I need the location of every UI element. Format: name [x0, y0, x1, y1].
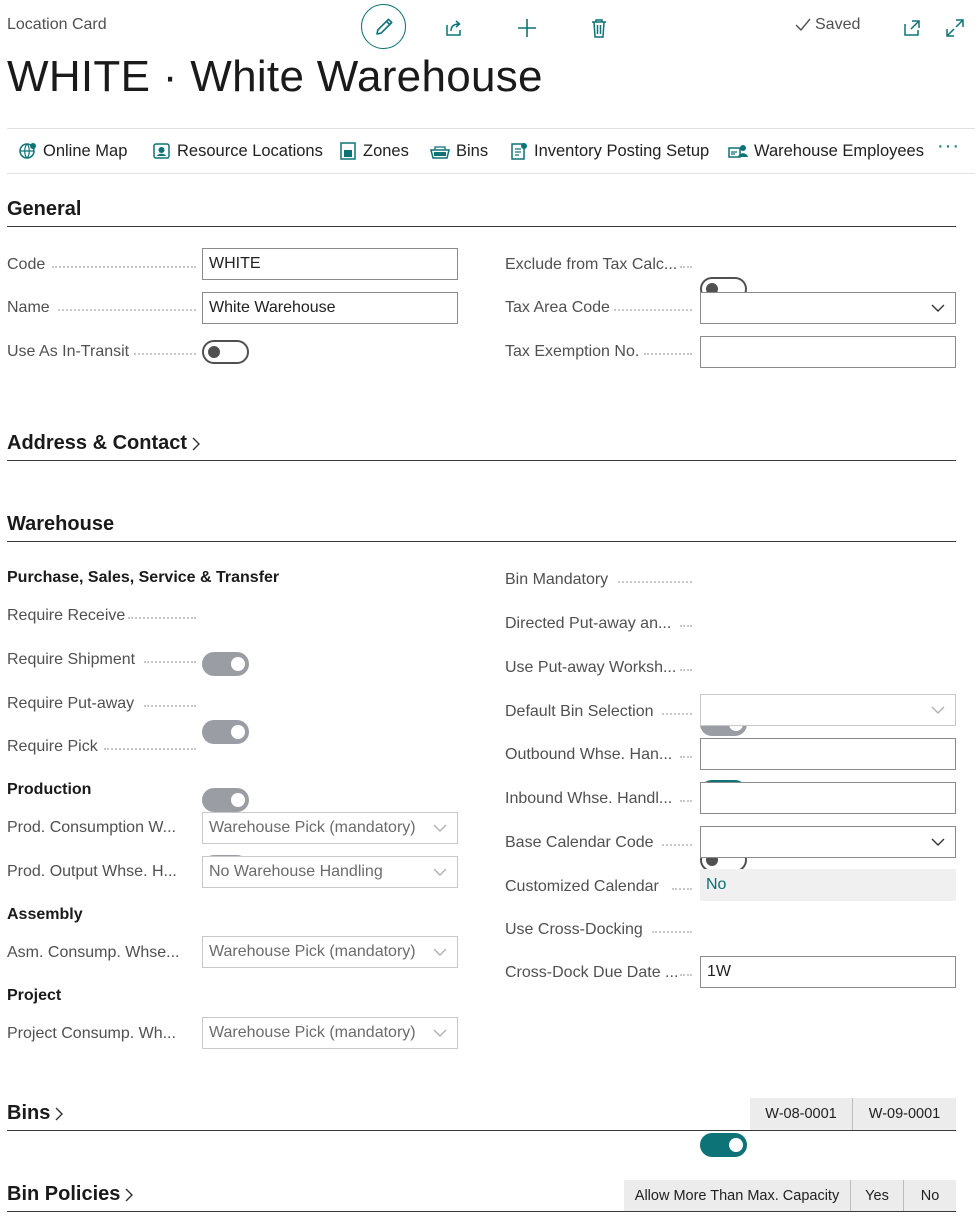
field-label-outbound-handling: Outbound Whse. Han... — [505, 746, 673, 763]
expand-icon — [945, 18, 965, 38]
outbound-handling-input[interactable] — [700, 738, 956, 770]
inbound-handling-input[interactable] — [700, 782, 956, 814]
toggle-knob — [231, 793, 245, 807]
label-dots — [144, 661, 196, 663]
action-inventory-posting-setup[interactable] — [509, 141, 709, 161]
action-label: Online Map — [43, 141, 128, 160]
open-new-window-button[interactable] — [892, 8, 932, 48]
action-online-map[interactable] — [18, 141, 127, 161]
field-label-tax-area-code: Tax Area Code — [505, 299, 610, 316]
section-warehouse-title[interactable] — [7, 513, 114, 536]
group-heading-project: Project — [7, 987, 62, 1004]
share-icon — [443, 17, 465, 39]
chevron-right-icon — [191, 436, 201, 452]
require-receive-toggle — [202, 652, 249, 676]
action-label: Resource Locations — [177, 141, 323, 160]
code-input[interactable]: WHITE — [202, 248, 458, 280]
chevron-right-icon — [54, 1106, 64, 1122]
field-label-cross-dock-due-date: Cross-Dock Due Date ... — [505, 964, 679, 981]
label-dots — [128, 617, 196, 619]
asm-consump-select — [202, 936, 458, 968]
section-title-text: Bin Policies — [7, 1183, 121, 1205]
field-label-use-cross-docking: Use Cross-Docking — [505, 921, 643, 938]
section-divider — [7, 226, 956, 227]
section-divider — [7, 1211, 956, 1212]
section-address-contact-title[interactable] — [7, 432, 201, 455]
saved-status — [794, 16, 860, 34]
group-heading-assembly: Assembly — [7, 906, 83, 923]
select-value: Warehouse Pick (mandatory) — [209, 819, 416, 836]
bins-summary-item: W-08-0001 — [750, 1098, 852, 1130]
select-value: Warehouse Pick (mandatory) — [209, 1024, 416, 1041]
action-label: Inventory Posting Setup — [534, 141, 710, 160]
label-dots — [680, 669, 692, 671]
use-as-in-transit-toggle[interactable] — [202, 340, 249, 364]
chevron-down-icon — [931, 837, 945, 847]
section-divider — [7, 541, 956, 542]
chevron-right-icon — [124, 1187, 134, 1203]
label-dots — [662, 844, 692, 846]
chevron-down-icon — [433, 1028, 447, 1038]
field-label-require-pick: Require Pick — [7, 738, 98, 755]
resource-location-icon — [152, 141, 172, 161]
cross-dock-due-date-input[interactable]: 1W — [700, 956, 956, 988]
action-label: Warehouse Employees — [754, 141, 924, 160]
label-dots — [680, 266, 692, 268]
tax-area-code-select[interactable] — [700, 292, 956, 324]
employees-icon — [727, 141, 749, 161]
chevron-down-icon — [931, 705, 945, 715]
select-value: No Warehouse Handling — [209, 863, 383, 880]
section-divider — [7, 1130, 956, 1131]
field-label-directed-putaway: Directed Put-away an... — [505, 615, 672, 632]
globe-map-icon — [18, 141, 38, 161]
toggle-knob — [729, 1138, 743, 1152]
toggle-knob — [208, 346, 220, 358]
tax-exemption-no-input[interactable] — [700, 336, 956, 368]
label-dots — [680, 625, 692, 627]
section-title-text: Address & Contact — [7, 432, 188, 454]
field-label-asm-consump: Asm. Consump. Whse... — [7, 944, 180, 961]
label-dots — [134, 353, 196, 355]
share-button[interactable] — [434, 8, 474, 48]
customized-calendar-link[interactable]: No — [700, 869, 956, 901]
field-label-exclude-tax: Exclude from Tax Calc... — [505, 256, 678, 273]
action-bar — [7, 128, 975, 174]
section-bins-title[interactable] — [7, 1102, 64, 1125]
default-bin-selection-select — [700, 694, 956, 726]
field-label-customized-calendar: Customized Calendar — [505, 878, 659, 895]
section-title-text: Warehouse — [7, 513, 115, 535]
label-dots — [652, 931, 692, 933]
use-cross-docking-toggle[interactable] — [700, 1133, 747, 1157]
require-shipment-toggle — [202, 720, 249, 744]
field-label-require-receive: Require Receive — [7, 607, 126, 624]
chevron-down-icon — [931, 303, 945, 313]
label-dots — [52, 266, 196, 268]
section-title-text: General — [7, 198, 82, 220]
field-label-bin-mandatory: Bin Mandatory — [505, 571, 609, 588]
section-general-title[interactable] — [7, 198, 81, 221]
select-value: Warehouse Pick (mandatory) — [209, 943, 416, 960]
bin-policies-summary-item: Allow More Than Max. Capacity — [624, 1180, 850, 1212]
label-dots — [680, 974, 692, 976]
chevron-down-icon — [433, 947, 447, 957]
group-heading-production: Production — [7, 781, 92, 798]
bins-summary-item: W-09-0001 — [853, 1098, 956, 1130]
require-putaway-toggle — [202, 788, 249, 812]
label-dots — [644, 353, 692, 355]
plus-icon — [516, 17, 538, 39]
label-dots — [618, 581, 692, 583]
bin-policies-summary — [624, 1180, 956, 1212]
field-label-default-bin-selection: Default Bin Selection — [505, 703, 654, 720]
action-label: Zones — [363, 141, 409, 160]
page-title: WHITE · White Warehouse — [7, 52, 543, 101]
delete-button[interactable] — [579, 8, 619, 48]
expand-button[interactable] — [935, 8, 975, 48]
prod-output-select — [202, 856, 458, 888]
bin-policies-summary-item: No — [904, 1180, 956, 1212]
new-button[interactable] — [507, 8, 547, 48]
label-dots — [680, 756, 692, 758]
label-dots — [662, 713, 692, 715]
label-dots — [680, 800, 692, 802]
field-label-prod-consumption: Prod. Consumption W... — [7, 819, 176, 836]
label-dots — [104, 748, 196, 750]
bins-icon — [429, 141, 451, 161]
prod-consumption-select — [202, 812, 458, 844]
more-actions-button[interactable]: ··· — [937, 135, 960, 157]
edit-button[interactable] — [361, 4, 406, 49]
label-dots — [58, 309, 196, 311]
group-heading-purchase: Purchase, Sales, Service & Transfer — [7, 569, 280, 586]
toggle-knob — [231, 725, 245, 739]
label-dots — [672, 888, 692, 890]
field-label-inbound-handling: Inbound Whse. Handl... — [505, 790, 673, 807]
toggle-knob — [231, 657, 245, 671]
name-input[interactable]: White Warehouse — [202, 292, 458, 324]
field-label-use-as-in-transit: Use As In-Transit — [7, 343, 130, 360]
posting-setup-icon — [509, 141, 529, 161]
breadcrumb: Location Card — [7, 16, 107, 33]
field-label-name: Name — [7, 299, 50, 316]
field-label-use-putaway-worksheet: Use Put-away Worksh... — [505, 659, 677, 676]
label-dots — [144, 705, 196, 707]
field-label-code: Code — [7, 256, 46, 273]
chevron-down-icon — [433, 867, 447, 877]
action-resource-locations[interactable] — [152, 141, 323, 161]
field-label-project-consump: Project Consump. Wh... — [7, 1025, 176, 1042]
pencil-icon — [362, 5, 407, 50]
action-bins[interactable] — [429, 141, 488, 161]
saved-label: Saved — [815, 16, 861, 33]
trash-icon — [589, 17, 609, 39]
field-label-base-calendar-code: Base Calendar Code — [505, 834, 654, 851]
project-consump-select — [202, 1017, 458, 1049]
check-icon — [794, 17, 812, 33]
label-dots — [614, 309, 692, 311]
field-label-prod-output: Prod. Output Whse. H... — [7, 863, 177, 880]
section-title-text: Bins — [7, 1102, 51, 1124]
action-warehouse-employees[interactable] — [727, 141, 924, 161]
base-calendar-code-select[interactable] — [700, 826, 956, 858]
field-label-require-shipment: Require Shipment — [7, 651, 136, 668]
field-label-tax-exemption-no: Tax Exemption No. — [505, 343, 640, 360]
zones-icon — [338, 141, 358, 161]
section-divider — [7, 460, 956, 461]
bins-summary — [750, 1098, 956, 1130]
action-zones[interactable] — [338, 141, 409, 161]
field-label-require-putaway: Require Put-away — [7, 695, 135, 712]
bin-policies-summary-item: Yes — [851, 1180, 903, 1212]
open-in-new-window-icon — [902, 18, 922, 38]
chevron-down-icon — [433, 823, 447, 833]
section-bin-policies-title[interactable] — [7, 1183, 134, 1206]
action-label: Bins — [456, 141, 489, 160]
